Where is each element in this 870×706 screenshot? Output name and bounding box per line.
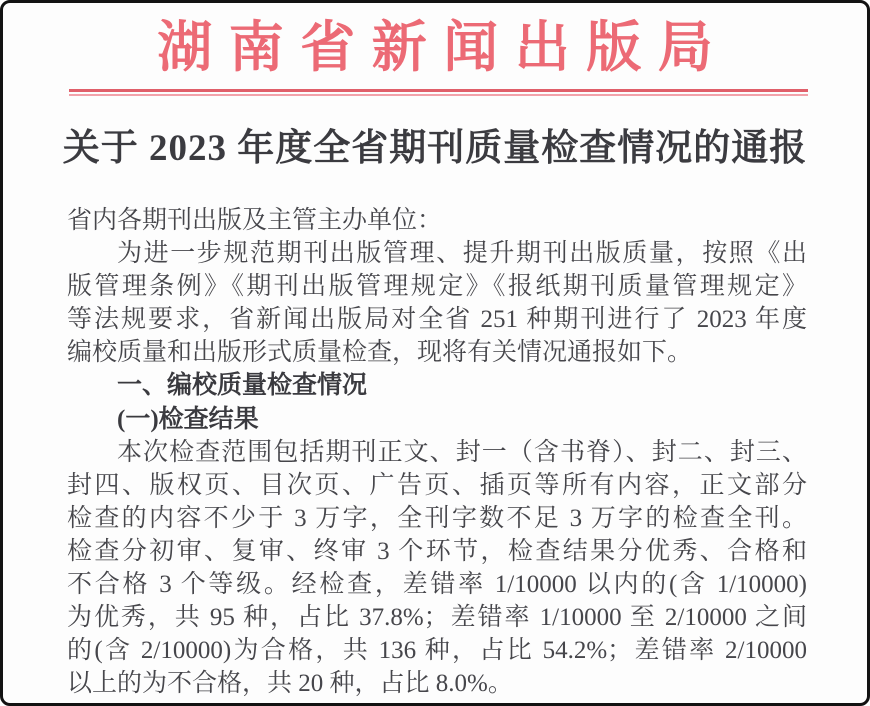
- body-line: 本次检查范围包括期刊正文、封一（含书脊）、封二、封三、: [117, 438, 807, 466]
- document-body: [67, 204, 807, 700]
- body-line: 为优秀，共 95 种，占比 37.8%；差错率 1/10000 至 2/10000 之间: [67, 604, 807, 632]
- subsection-heading: (一)检查结果: [117, 405, 259, 433]
- section-heading: 一、编校质量检查情况: [117, 372, 368, 400]
- body-line: 检查分初审、复审、终审 3 个环节，检查结果分优秀、合格和: [67, 537, 807, 565]
- body-line: 封四、版权页、目次页、广告页、插页等所有内容，正文部分: [67, 471, 807, 499]
- body-line: 不合格 3 个等级。经检查，差错率 1/10000 以内的(含 1/10000): [67, 571, 807, 599]
- body-line: 的(含 2/10000)为合格，共 136 种，占比 54.2%；差错率 2/10000: [67, 637, 807, 665]
- body-line: 以上的为不合格，共 20 种，占比 8.0%。: [67, 670, 513, 698]
- letterhead-rule-bottom: [69, 94, 808, 96]
- letterhead-double-rule: [69, 89, 808, 96]
- salutation-line: 省内各期刊出版及主管主办单位：: [67, 207, 443, 234]
- letterhead-agency-name: 湖南省新闻出版局: [157, 17, 730, 78]
- body-line: 等法规要求，省新闻出版局对全省 251 种期刊进行了 2023 年度: [67, 306, 807, 334]
- body-line: 版管理条例》《期刊出版管理规定》《报纸期刊质量管理规定》: [67, 273, 807, 301]
- body-line: 为进一步规范期刊出版管理、提升期刊出版质量，按照《出: [117, 240, 807, 268]
- document-title: 关于 2023 年度全省期刊质量检查情况的通报: [62, 128, 808, 169]
- body-line: 检查的内容不少于 3 万字，全刊字数不足 3 万字的检查全刊。: [67, 504, 807, 532]
- body-line: 编校质量和出版形式质量检查，现将有关情况通报如下。: [67, 339, 693, 367]
- letterhead-rule-top: [69, 89, 808, 92]
